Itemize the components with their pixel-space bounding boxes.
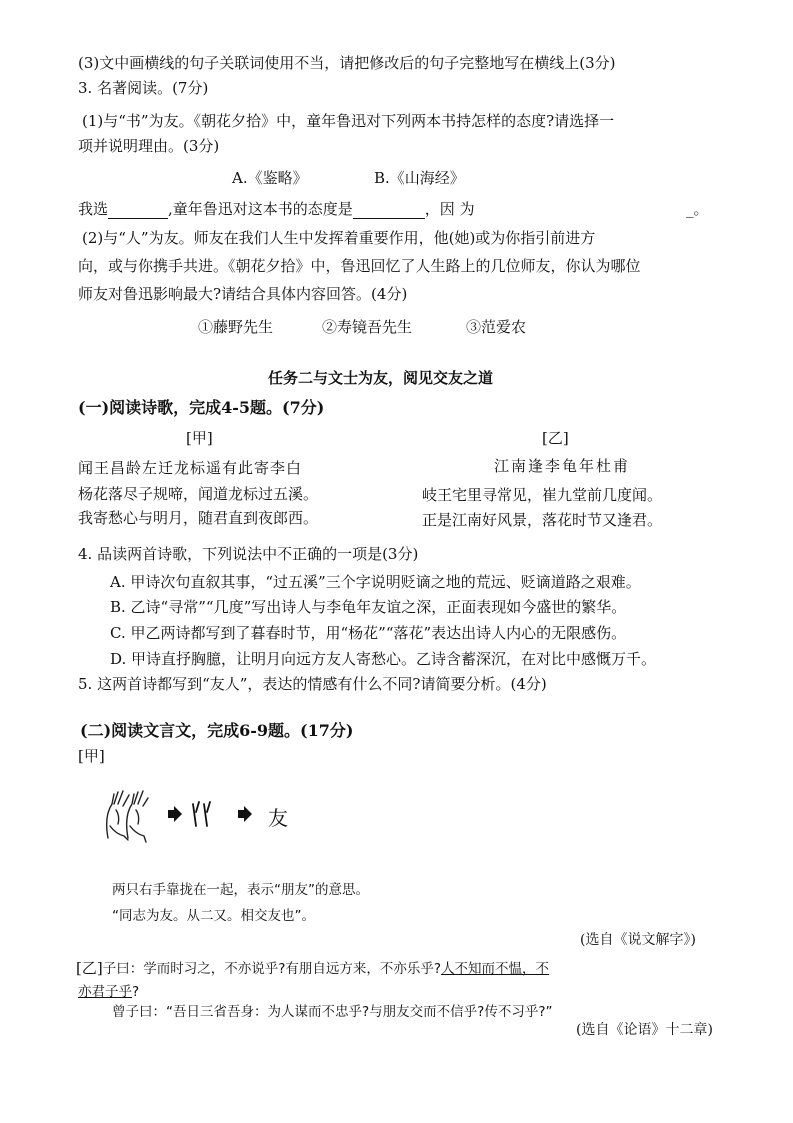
poem-jia-title: 闻王昌龄左迁龙标遥有此寄李白: [78, 459, 303, 477]
ancient-you-glyph-icon: [190, 800, 214, 834]
answer-part-2: ,童年鲁迅对这本书的态度是: [168, 200, 353, 218]
option-a: A.《鉴略》: [232, 169, 308, 187]
teacher-option-1: ①藤野先生: [198, 318, 274, 336]
question-2-line-3: 师友对鲁迅影响最大?请结合具体内容回答。(4分): [78, 285, 408, 303]
poem-jia-line-2: 我寄愁心与明月，随君直到夜郎西。: [78, 509, 319, 527]
poem-yi-label: [乙]: [542, 429, 569, 447]
lunyu-end: ?: [132, 984, 140, 1000]
source-lunyu: (选自《论语》十二章): [576, 1022, 713, 1038]
answer-line: [78, 199, 475, 219]
option-b: B.《山海经》: [374, 169, 465, 187]
question-1-line-2: 项并说明理由。(3分): [78, 137, 220, 155]
lunyu-paragraph: [76, 958, 549, 979]
question-1-line-1: (1)与“书”为友。《朝花夕拾》中，童年鲁迅对下列两本书持怎样的态度?请选择一: [82, 112, 615, 130]
question-4: 4. 品读两首诗歌，下列说法中不正确的一项是(3分): [78, 545, 419, 563]
arrow-icon-1: [166, 806, 184, 826]
source-shuowen: (选自《说文解字》): [580, 932, 696, 948]
poem-jia-line-1: 杨花落尽子规啼，闻道龙标过五溪。: [78, 485, 319, 503]
mingzhu-heading: 3. 名著阅读。(7分): [78, 79, 209, 97]
question-4-option-c: C. 甲乙两诗都写到了暮春时节，用“杨花”“落花”表达出诗人内心的无限感伤。: [110, 624, 627, 642]
poem-yi-title: 江南逢李龟年杜甫: [494, 457, 631, 475]
question-4-option-d: D. 甲诗直抒胸臆，让明月向远方友人寄愁心。乙诗含蓄深沉，在对比中感慨万千。: [110, 650, 657, 668]
classical-heading: (二)阅读文言文，完成6-9题。(17分): [80, 721, 354, 740]
poem-yi-line-2: 正是江南好风景，落花时节又逢君。: [422, 511, 663, 529]
arrow-icon-2: [236, 806, 254, 826]
modern-you-character: 友: [268, 806, 288, 830]
task-2-title: 任务二与文士为友，阅见交友之道: [268, 369, 494, 387]
answer-blank-attitude[interactable]: [353, 202, 425, 219]
classical-jia-label: [甲]: [78, 747, 105, 765]
poetry-heading: (一)阅读诗歌，完成4-5题。(7分): [78, 398, 325, 417]
zengzi-text: 曾子曰：“吾日三省吾身：为人谋而不忠乎?与朋友交而不信乎?传不习乎?”: [112, 1004, 553, 1020]
poem-yi-line-1: 岐王宅里寻常见，崔九堂前几度闻。: [422, 486, 663, 504]
classical-yi-label: [乙]: [76, 959, 103, 977]
question-3-instruction: (3)文中画横线的句子关联词使用不当，请把修改后的句子完整地写在横线上(3分): [78, 54, 616, 72]
teacher-option-3: ③范爱农: [466, 318, 527, 336]
poem-jia-label: [甲]: [186, 429, 213, 447]
question-4-option-b: B. 乙诗“寻常”“几度”写出诗人与李龟年友谊之深，正面表现如今盛世的繁华。: [110, 598, 627, 616]
answer-part-3: ，因 为: [424, 200, 475, 218]
question-2-line-2: 向，或与你携手共进。《朝花夕拾》中，鲁迅回忆了人生路上的几位师友，你认为哪位: [78, 257, 641, 275]
answer-line-end: _。: [686, 200, 709, 218]
question-5: 5. 这两首诗都写到“友人”，表达的情感有什么不同?请简要分析。(4分): [78, 675, 547, 693]
question-2-line-1: (2)与“人”为友。师友在我们人生中发挥着重要作用，他(她)或为你指引前进方: [82, 229, 596, 247]
question-4-option-a: A. 甲诗次句直叙其事，“过五溪”三个字说明贬谪之地的荒远、贬谪道路之艰难。: [110, 573, 641, 591]
lunyu-paragraph-cont: [78, 982, 139, 1002]
lunyu-underlined-a: 人不知而不愠，不: [441, 961, 550, 977]
teacher-option-2: ②寿镜吾先生: [322, 318, 413, 336]
answer-blank-book[interactable]: [108, 202, 168, 219]
answer-part-1: 我选: [78, 200, 109, 218]
glyph-explanation-2: “同志为友。从二又。相交友也”。: [112, 908, 315, 924]
lunyu-underlined-b: 亦君子乎: [78, 984, 132, 1000]
glyph-explanation-1: 两只右手靠拢在一起，表示“朋友”的意思。: [112, 882, 369, 898]
lunyu-text: 子曰：学而时习之，不亦说乎?有朋自远方来，不亦乐乎?: [102, 961, 442, 977]
